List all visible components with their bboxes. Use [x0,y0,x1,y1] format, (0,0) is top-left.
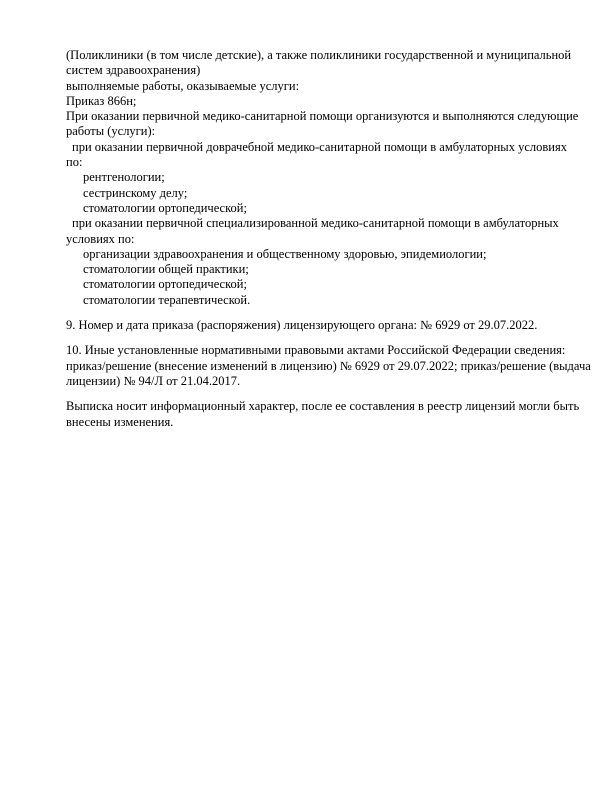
text-line: стоматологии общей практики; [83,262,249,277]
text-line: стоматологии терапевтической. [83,292,251,307]
text-line: 10. Иные установленные нормативными правовыми актами Российской Федерации сведения: [66,343,566,358]
text-line: Выписка носит информационный характер, после ее составления в реестр лицензий могли быть [66,399,580,414]
text-line: при оказании первичной доврачебной медико-санитарной помощи в амбулаторных условиях [72,139,567,154]
document-content [66,48,591,430]
text-line: внесены изменения. [66,414,174,429]
paragraph-services-section [66,48,579,308]
text-line: при оказании первичной специализированной медико-санитарной помощи в амбулаторных [72,216,559,231]
text-line: рентгенологии; [83,170,165,185]
text-line: (Поликлиники (в том числе детские), а также поликлиники государственной и муниципальной [66,48,572,62]
text-line: стоматологии ортопедической; [83,200,247,215]
text-line: сестринскому делу; [83,185,188,200]
paragraph-item-9 [66,318,576,333]
paragraph-disclaimer [66,399,580,430]
text-line: Приказ 866н; [66,93,137,108]
text-line: работы (услуги): [66,124,156,139]
text-line: 9. Номер и дата приказа (распоряжения) лицензирующего органа: № 6929 от 29.07.2022. [66,318,538,333]
text-line: приказ/решение (внесение изменений в лицензию) № 6929 от 29.07.2022; приказ/решение (выдача [66,358,591,373]
text-line: выполняемые работы, оказываемые услуги: [66,78,300,93]
text-line: При оказании первичной медико-санитарной помощи организуются и выполняются следующие [66,109,579,124]
text-line: по: [66,155,83,170]
text-line: систем здравоохранения) [66,63,201,78]
text-line: условиях по: [66,231,135,246]
text-line: организации здравоохранения и общественному здоровью, эпидемиологии; [83,246,487,261]
text-line: лицензии) № 94/Л от 21.04.2017. [66,373,241,388]
text-line: стоматологии ортопедической; [83,277,247,292]
paragraph-item-10 [66,343,591,389]
